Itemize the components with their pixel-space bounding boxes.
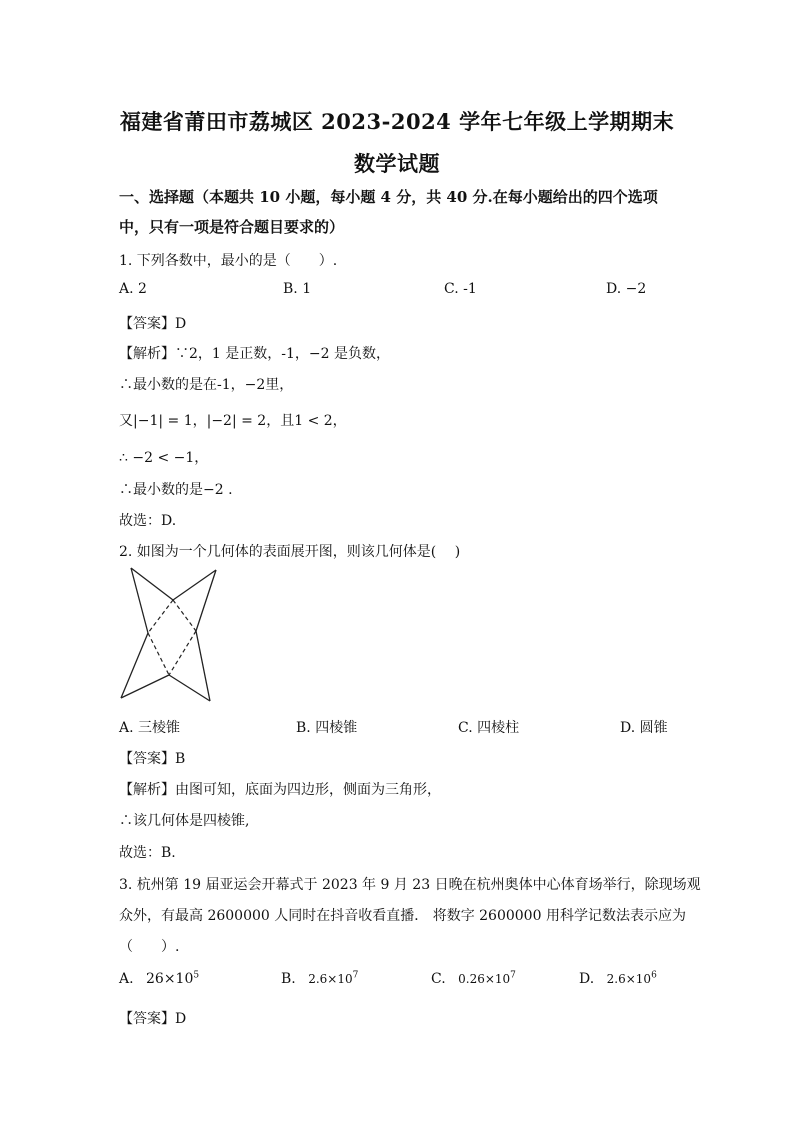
net-fold-line (148, 633, 169, 675)
net-edge (131, 568, 148, 633)
q3-option-c (431, 971, 516, 987)
q3-option-c-label: C. (431, 971, 446, 987)
q2-option-d: D. 圆锥 (620, 720, 668, 736)
q1-analysis-line6: 故选：D. (119, 513, 177, 529)
q3-option-d-label: D. (579, 971, 595, 987)
q1-stem: 1. 下列各数中，最小的是（ ）. (119, 253, 338, 269)
section-heading-line1: 一、选择题（本题共 10 小题，每小题 4 分，共 40 分.在每小题给出的四个选项 (119, 188, 658, 206)
q3-option-a (119, 971, 199, 987)
net-edge (196, 570, 216, 631)
q3-option-b-base: 2.6×10 (308, 972, 353, 986)
q3-option-c-exponent: 7 (510, 970, 516, 981)
q1-analysis-line5: ∴最小数的是−2 . (119, 482, 233, 498)
q1-analysis-line1: 【解析】∵2，1 是正数，-1，−2 是负数， (119, 346, 390, 362)
q3-option-b (281, 971, 358, 987)
net-edge (169, 675, 210, 701)
q2-analysis-line3: 故选：B. (119, 845, 176, 861)
q3-option-a-label: A. (119, 971, 134, 987)
q2-analysis-line2: ∴该几何体是四棱锥, (119, 813, 250, 829)
q3-stem-line3: （ ）. (119, 939, 180, 955)
net-edge (173, 570, 216, 600)
q3-option-a-exponent: 5 (193, 970, 200, 981)
q3-option-d-exponent: 6 (651, 970, 657, 981)
q2-option-c: C. 四棱柱 (458, 720, 520, 736)
exam-title-line2: 数学试题 (354, 151, 440, 176)
q3-option-c-base: 0.26×10 (458, 972, 511, 986)
q3-option-a-base: 26×10 (146, 971, 194, 987)
q3-option-d (579, 971, 657, 987)
net-edge (121, 633, 148, 698)
q3-answer: 【答案】D (119, 1011, 187, 1027)
q2-option-a: A. 三棱锥 (119, 720, 181, 736)
q3-option-b-label: B. (281, 971, 296, 987)
net-fold-line (148, 600, 173, 633)
q1-analysis-line2: ∴最小数的是在-1，−2里， (119, 377, 294, 393)
q3-option-b-exponent: 7 (352, 970, 359, 981)
q1-analysis-line4: ∴ −2 < −1， (119, 450, 209, 466)
q1-option-a: A. 2 (119, 281, 147, 297)
q3-option-d-base: 2.6×10 (606, 972, 652, 986)
net-edge (196, 631, 210, 701)
q2-stem: 2. 如图为一个几何体的表面展开图，则该几何体是( ) (119, 544, 461, 560)
section-heading-line2: 中，只有一项是符合题目要求的） (119, 218, 345, 236)
net-fold-line (169, 631, 196, 675)
q3-stem-line2: 众外，有最高 2600000 人同时在抖音收看直播． 将数字 2600000 用科学记数法表示应为 (119, 908, 686, 924)
q1-option-c: C. -1 (444, 281, 477, 297)
net-fold-line (173, 600, 196, 631)
q1-option-b: B. 1 (283, 281, 312, 297)
net-figure (118, 565, 218, 705)
q1-answer: 【答案】D (119, 316, 187, 332)
q3-stem-line1: 3. 杭州第 19 届亚运会开幕式于 2023 年 9 月 23 日晚在杭州奥体中心体育场举行，除现场观 (119, 877, 701, 893)
net-edge (121, 675, 169, 698)
exam-title-line1: 福建省莆田市荔城区 2023-2024 学年七年级上学期期末 (119, 109, 675, 134)
q2-option-b: B. 四棱锥 (296, 720, 358, 736)
q1-option-d: D. −2 (606, 281, 647, 297)
q2-analysis-line1: 【解析】由图可知，底面为四边形，侧面为三角形， (119, 782, 441, 798)
net-edge (131, 568, 173, 600)
q1-analysis-line3: 又|−1| = 1，|−2| = 2，且1 < 2， (119, 413, 347, 429)
q2-answer: 【答案】B (119, 751, 186, 767)
